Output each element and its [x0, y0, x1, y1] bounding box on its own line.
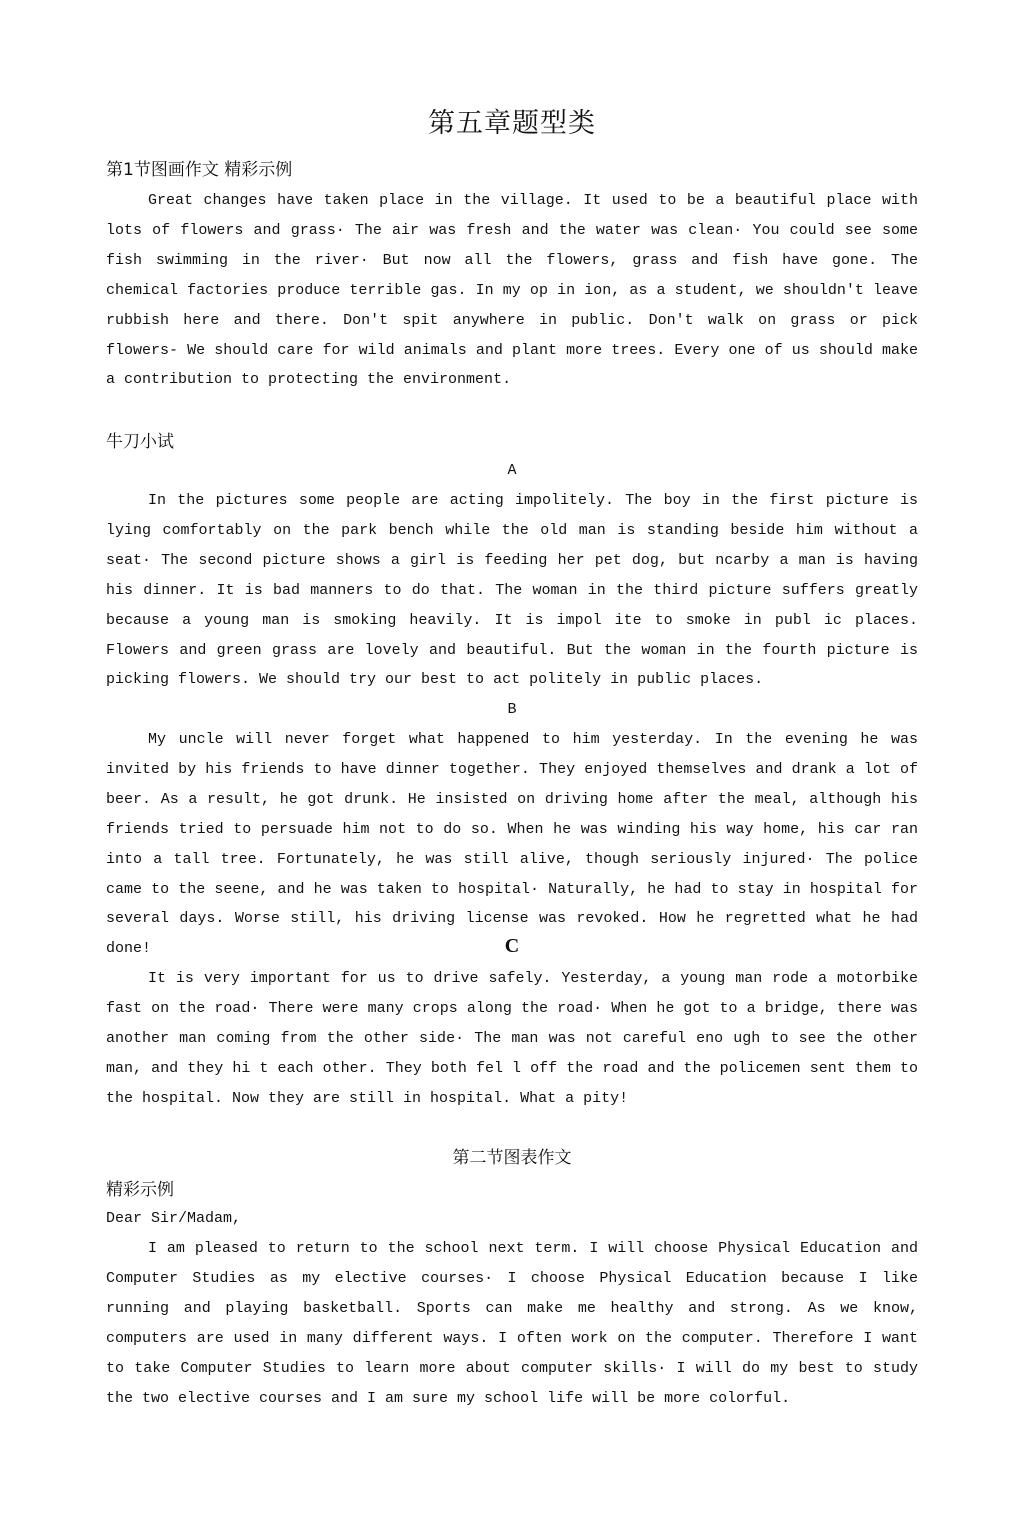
passage-a-paragraph: In the pictures some people are acting impolitely. The boy in the first picture is lying comfortably on the park bench while the old man is standing beside him without a seat· The second picture shows a girl is feeding her pet dog, but ncarby a man is having his dinner. It is bad manners to do that. The woman in the third picture suffers greatly because a young man is smoking heavily. It is impol ite to smoke in publ ic places. Flowers and green grass are lovely and beautiful. But the woman in the fourth picture is picking flowers. We should try our best to act politely in public places.	[106, 492, 918, 689]
section1-example-paragraph: Great changes have taken place in the village. It used to be a beautiful place with lots of flowers and grass· The air was fresh and the water was clean· You could see some fish swimming in the river· But now all the flowers, grass and fish have gone. The chemical factories produce terrible gas. In my op in ion, as a student, we shouldn't leave rubbish here and there. Don't spit anywhere in public. Don't walk on grass or pick flowers- We should care for wild animals and plant more trees. Every one of us should make a contribution to protecting the environment.	[106, 192, 918, 389]
section2-subheading: 精彩示例	[106, 1180, 174, 1200]
passage-a-label: A	[507, 462, 517, 479]
passage-b-label: B	[507, 701, 517, 718]
section1-heading: 第1节图画作文 精彩示例	[106, 160, 293, 180]
practice-heading: 牛刀小试	[106, 432, 174, 452]
letter-paragraph: I am pleased to return to the school next term. I will choose Physical Education and Computer Studies as my elective courses· I choose Physical Education because I like running and playing basketball. Sports can make me healthy and strong. As we know, computers are used in many different ways. I often work on the computer. Therefore I want to take Computer Studies to learn more about computer skills· I will do my best to study the two elective courses and I am sure my school life will be more colorful.	[106, 1240, 918, 1407]
passage-b-paragraph: My uncle will never forget what happened to him yesterday. In the evening he was invited by his friends to have dinner together. They enjoyed themselves and drank a lot of beer. As a result, he got drunk. He insisted on driving home after the meal, although his friends tried to persuade him not to do so. When he was winding his way home, his car ran into a tall tree. Fortunately, he was still alive, though seriously injured· The police came to the seene, and he was taken to hospital· Naturally, he had to stay in hospital for several days. Worse still, his driving license was revoked. How he regretted what he had done!	[106, 731, 918, 958]
passage-c-label: C	[504, 935, 520, 957]
passage-c-paragraph: It is very important for us to drive safely. Yesterday, a young man rode a motorbike fast on the road· There were many crops along the road· When he got to a bridge, there was another man coming from the other side· The man was not careful eno ugh to see the other man, and they hi t each other. They both fel l off the road and the policemen sent them to the hospital. Now they are still in hospital. What a pity!	[106, 970, 918, 1107]
letter-salutation: Dear Sir/Madam,	[106, 1210, 242, 1227]
page-title: 第五章题型类	[428, 108, 596, 139]
section2-heading: 第二节图表作文	[452, 1148, 572, 1168]
